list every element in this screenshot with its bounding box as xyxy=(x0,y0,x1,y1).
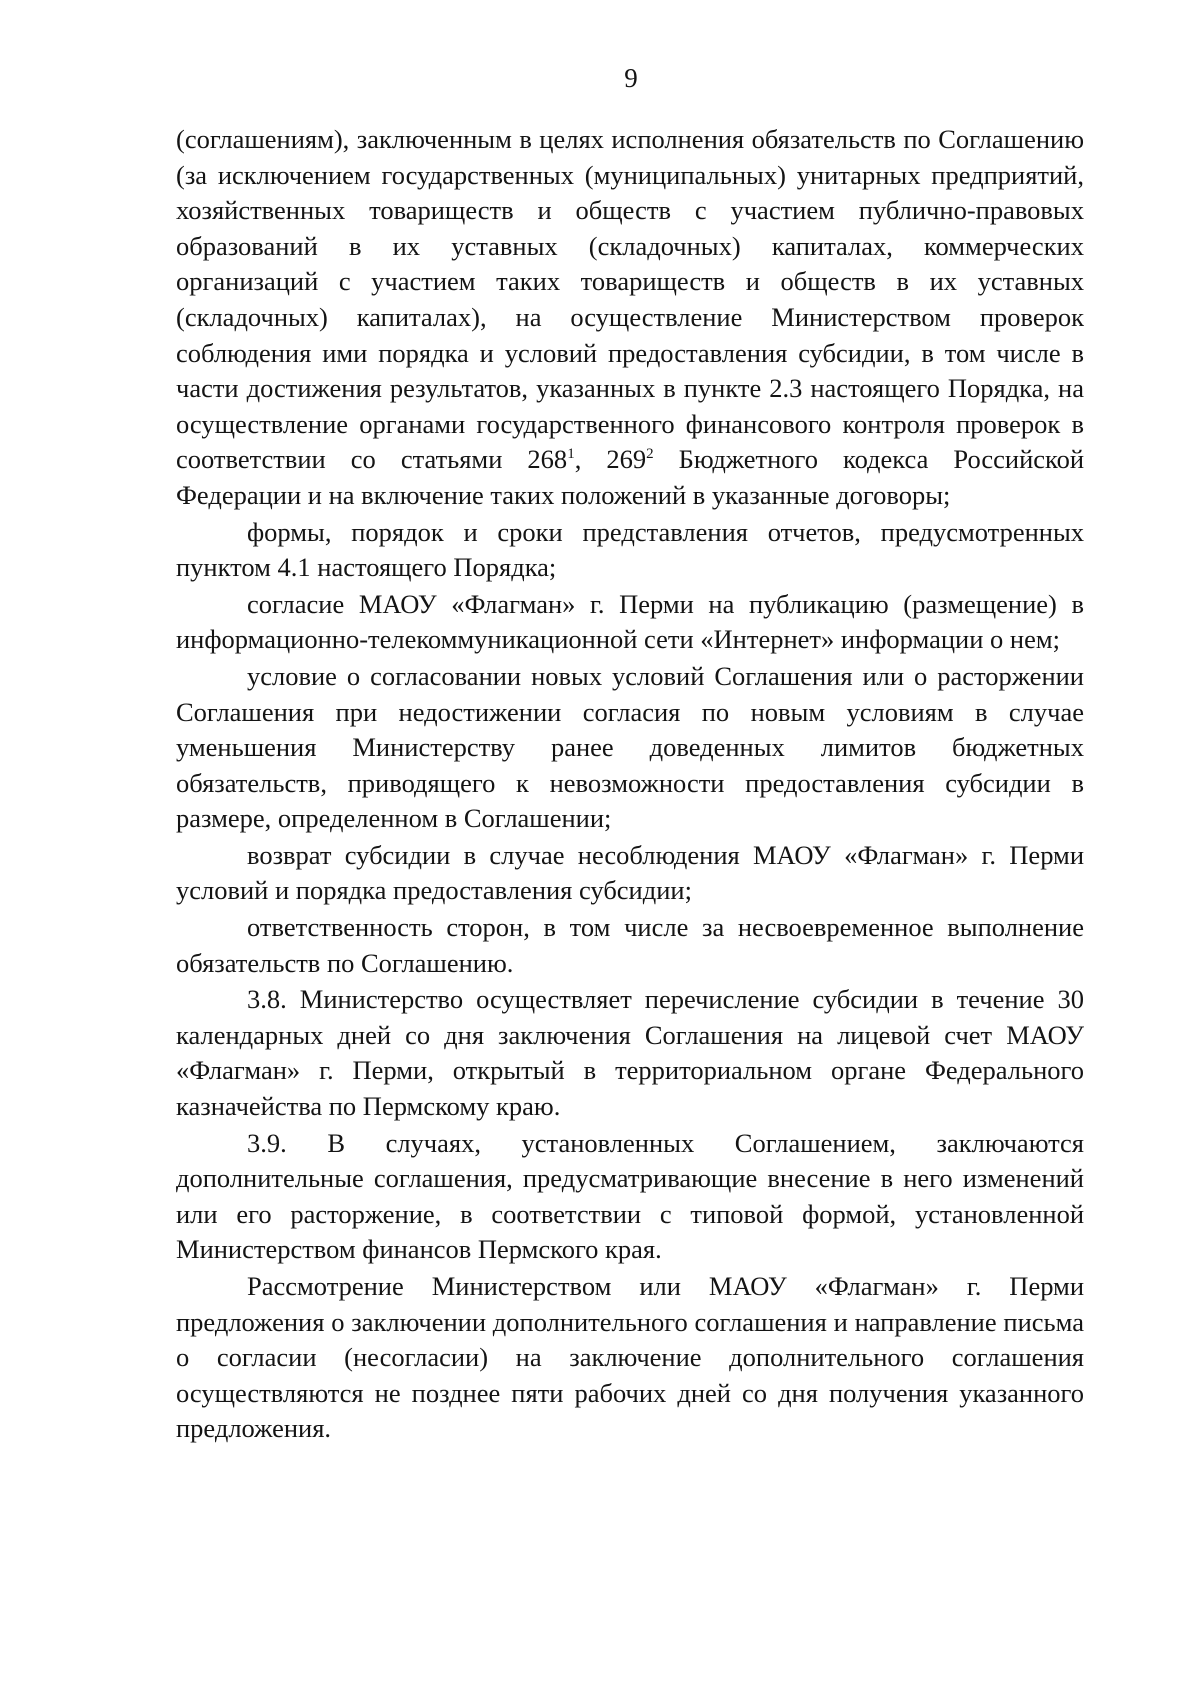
paragraph-text: , 269 xyxy=(574,444,647,475)
paragraph-conditions: условие о согласовании новых условий Соглашения или о расторжении Соглашения при недостижении согласия по новым условиям в случае уменьшения Министерству ранее доведенных лимитов бюджетных обязательств, приводящего к невозможности предоставления субсидии в размере, определенном в Соглашении; xyxy=(176,660,1084,834)
paragraph-consent: согласие МАОУ «Флагман» г. Перми на публикацию (размещение) в информационно-телекоммуникационной сети «Интернет» информации о нем; xyxy=(176,588,1084,655)
paragraph-review: Рассмотрение Министерством или МАОУ «Флагман» г. Перми предложения о заключении дополнительного соглашения и направление письма о согласии (несогласии) на заключение дополнительного соглашения осуществляются не позднее пяти рабочих дней со дня получения указанного предложения. xyxy=(176,1271,1084,1444)
paragraph-3-9: 3.9. В случаях, установленных Соглашением, заключаются дополнительные соглашения, предусматривающие внесение в него изменений или его расторжение, в соответствии с типовой формой, установленной Министерством финансов Пермского края. xyxy=(176,1127,1084,1265)
document-body xyxy=(176,122,1084,1447)
paragraph-text: Бюджетного кодекса Российской Федерации и на включение таких положений в указанные договоры; xyxy=(176,444,1085,510)
paragraph-3-8: 3.8. Министерство осуществляет перечисление субсидии в течение 30 календарных дней со дня заключения Соглашения на лицевой счет МАОУ «Флагман» г. Перми, открытый в территориальном органе Федерального казначейства по Пермскому краю. xyxy=(176,984,1084,1122)
superscript: 2 xyxy=(646,446,654,463)
paragraph-responsibility: ответственность сторон, в том числе за несвоевременное выполнение обязательств по Соглашению. xyxy=(176,912,1084,978)
paragraph-continuation xyxy=(176,122,1084,514)
page-number: 9 xyxy=(624,63,638,93)
superscript: 1 xyxy=(567,446,575,463)
paragraph-reports: формы, порядок и сроки представления отчетов, предусмотренных пунктом 4.1 настоящего Порядка; xyxy=(176,516,1084,583)
paragraph-refund: возврат субсидии в случае несоблюдения МАОУ «Флагман» г. Перми условий и порядка предоставления субсидии; xyxy=(176,839,1084,906)
paragraph-text: (соглашениям), заключенным в целях исполнения обязательств по Соглашению (за исключением государственных (муниципальных) унитарных предприятий, хозяйственных товариществ и обществ с участием публично-правовых образований в их уставных (складочных) капиталах, коммерческих организаций с участием таких товариществ и обществ в их уставных (складочных) капиталах), на осуществление Министерством проверок соблюдения ими порядка и условий предоставления субсидии, в том числе в части достижения результатов, указанных в пункте 2.3 настоящего Порядка, на осуществление органами государственного финансового контроля проверок в соответствии со статьями 268 xyxy=(176,124,1084,475)
